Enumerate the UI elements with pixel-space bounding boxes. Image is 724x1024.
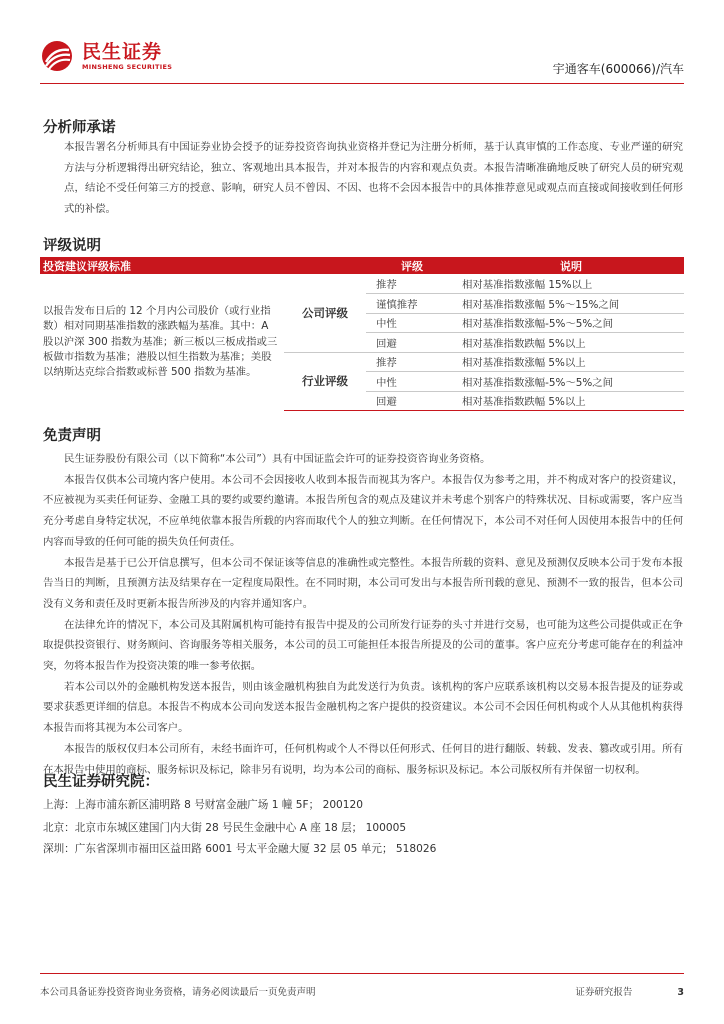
- analyst-statement: [43, 137, 683, 219]
- page-header: [40, 38, 684, 82]
- footer-notice: 本公司具备证券投资咨询业务资格，请务必阅读最后一页免责声明: [40, 987, 316, 998]
- rating-table-header: [40, 257, 684, 274]
- page-number: 3: [677, 987, 684, 998]
- rating-level: 谨慎推荐: [366, 294, 458, 314]
- header-level: 评级: [366, 257, 458, 274]
- logo-english-name: MINSHENG SECURITIES: [82, 62, 173, 71]
- rating-section-title: 评级说明: [43, 238, 101, 254]
- disclaimer-paragraph: 民生证券股份有限公司（以下简称“本公司”）具有中国证监会许可的证券投资咨询业务资格。: [64, 453, 491, 465]
- rating-desc: 相对基准指数跌幅 5%以上: [458, 391, 684, 411]
- logo-chinese-name: 民生证券: [82, 40, 163, 63]
- disclaimer-paragraph: 若本公司以外的金融机构发送本报告，则由该金融机构独自为此发送行为负责。该机构的客户应联系该机构以交易本报告提及的证券或要求获悉更详细的信息。本报告不构成本公司向发送本报告金融机构之客户提供的投资建议。本公司不会因任何机构或个人从其他机构获得本报告而将其视为本公司客户。: [43, 680, 683, 735]
- rating-desc: 相对基准指数涨幅-5%～5%之间: [458, 313, 684, 333]
- rating-level: 中性: [366, 372, 458, 392]
- rating-desc: 相对基准指数跌幅 5%以上: [458, 333, 684, 353]
- address-shanghai: 上海：上海市浦东新区浦明路 8 号财富金融广场 1 幢 5F； 200120: [43, 799, 364, 811]
- rating-level: 回避: [366, 333, 458, 353]
- disclaimer-paragraph: 本报告的版权仅归本公司所有，未经书面许可，任何机构或个人不得以任何形式、任何目的进行翻版、转载、发表、篡改或引用。所有在本报告中使用的商标、服务标识及标记，除非另有说明，均为本公司的商标、服务标识及标记。本公司版权所有并保留一切权利。: [43, 742, 683, 776]
- analyst-section-title: 分析师承诺: [43, 120, 116, 136]
- company-logo: [40, 40, 172, 72]
- stock-label: 宇通客车(600066)/汽车: [552, 62, 684, 76]
- disclaimer-paragraph: 本报告是基于已公开信息撰写，但本公司不保证该等信息的准确性或完整性。本报告所载的资料、意见及预测仅反映本公司于发布本报告当日的判断，且预测方法及结果存在一定程度局限性。在不同时期，本公司可发出与本报告所刊载的意见、预测不一致的报告，但本公司没有义务和责任及时更新本报告所涉及的内容并通知客户。: [43, 556, 683, 610]
- rating-table: [40, 257, 684, 411]
- company-rating-label: 公司评级: [284, 274, 366, 352]
- header-desc: 说明: [458, 257, 684, 274]
- disclaimer-paragraph: 在法律允许的情况下，本公司及其附属机构可能持有报告中提及的公司所发行证券的头寸并进行交易，也可能为这些公司提供或正在争取提供投资银行、财务顾问、咨询服务等相关服务，本公司的员工可能担任本报告所提及的公司的董事。客户应充分考虑可能存在的利益冲突，勿将本报告作为投资决策的唯一参考依据。: [43, 618, 683, 673]
- disclaimer-body: [43, 449, 683, 780]
- rating-level: 中性: [366, 313, 458, 333]
- header-divider: [40, 83, 684, 84]
- rating-level: 推荐: [366, 352, 458, 372]
- rating-desc: 相对基准指数涨幅-5%～5%之间: [458, 372, 684, 392]
- footer-divider: [40, 973, 684, 974]
- table-row: [40, 274, 684, 294]
- industry-rating-label: 行业评级: [284, 352, 366, 411]
- rating-desc: 相对基准指数涨幅 5%以上: [458, 352, 684, 372]
- minsheng-logo-icon: [40, 40, 74, 72]
- analyst-statement-text: 本报告署名分析师具有中国证券业协会授予的证券投资咨询执业资格并登记为注册分析师，基于认真审慎的工作态度、专业严谨的研究方法与分析逻辑得出研究结论，独立、客观地出具本报告，并对本报告的内容和观点负责。本报告清晰准确地反映了研究人员的研究观点，结论不受任何第三方的授意、影响，研究人员不曾因、不因、也将不会因本报告中的具体推荐意见或观点而直接或间接收到任何形式的补偿。: [64, 141, 683, 215]
- disclaimer-paragraph: 本报告仅供本公司境内客户使用。本公司不会因接收人收到本报告而视其为客户。本报告仅为参考之用，并不构成对客户的投资建议，不应被视为买卖任何证券、金融工具的要约或要约邀请。本报告所包含的观点及建议并未考虑个别客户的特殊状况、目标或需要，客户应当充分考虑自身特定状况，不应单纯依靠本报告所载的内容而取代个人的独立判断。在任何情况下，本公司不对任何人因使用本报告中的任何内容而导致的任何可能的损失负任何责任。: [43, 473, 683, 548]
- footer-right: [575, 984, 684, 998]
- header-standard: 投资建议评级标准: [40, 257, 366, 274]
- footer-report-type: 证券研究报告: [575, 987, 633, 998]
- rating-level: 推荐: [366, 274, 458, 294]
- disclaimer-section-title: 免责声明: [43, 428, 101, 444]
- rating-level: 回避: [366, 391, 458, 411]
- institute-title: 民生证券研究院：: [43, 774, 159, 790]
- rating-desc: 相对基准指数涨幅 15%以上: [458, 274, 684, 294]
- rating-desc: 相对基准指数涨幅 5%～15%之间: [458, 294, 684, 314]
- rating-standard-text: 以报告发布日后的 12 个月内公司股价（或行业指数）相对同期基准指数的涨跌幅为基准。其中：A 股以沪深 300 指数为基准；新三板以三板成指或三板做市指数为基准；港股以恒生指数为基准；美股以纳斯达克综合指数或标普 500 指数为基准。: [43, 305, 278, 379]
- address-beijing: 北京：北京市东城区建国门内大街 28 号民生金融中心 A 座 18 层； 100005: [43, 822, 407, 834]
- address-shenzhen: 深圳：广东省深圳市福田区益田路 6001 号太平金融大厦 32 层 05 单元； 518026: [43, 843, 437, 855]
